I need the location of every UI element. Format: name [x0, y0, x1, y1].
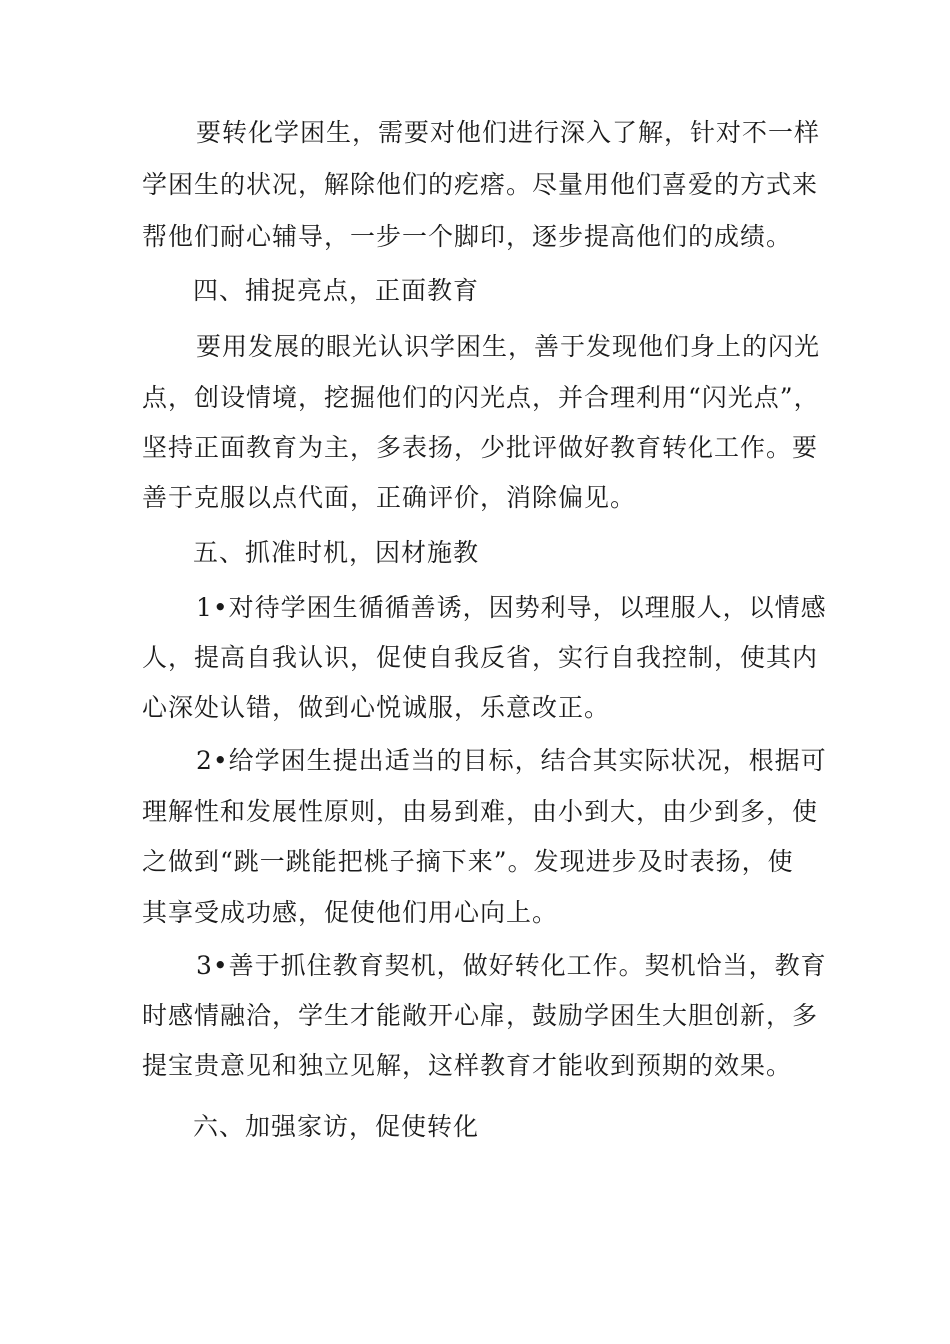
section-heading: 五、抓准时机，因材施教 — [193, 538, 480, 567]
paragraph-line: 2•给学困生提出适当的目标，结合其实际状况，根据可 — [196, 746, 827, 775]
paragraph-line: 坚持正面教育为主，多表扬，少批评做好教育转化工作。要 — [142, 433, 819, 462]
paragraph-line: 之做到“跳一跳能把桃子摘下来”。发现进步及时表扬，使 — [142, 847, 794, 876]
paragraph-line: 心深处认错，做到心悦诚服，乐意改正。 — [142, 693, 611, 722]
paragraph-line: 提宝贵意见和独立见解，这样教育才能收到预期的效果。 — [142, 1051, 793, 1080]
paragraph-line: 其享受成功感，促使他们用心向上。 — [142, 898, 559, 927]
paragraph-line: 3•善于抓住教育契机，做好转化工作。契机恰当，教育 — [196, 951, 827, 980]
paragraph-line: 理解性和发展性原则，由易到难，由小到大，由少到多，使 — [142, 797, 819, 826]
paragraph-line: 要用发展的眼光认识学困生，善于发现他们身上的闪光 — [196, 332, 821, 361]
paragraph-line: 学困生的状况，解除他们的疙瘩。尽量用他们喜爱的方式来 — [142, 170, 819, 199]
paragraph-line: 要转化学困生，需要对他们进行深入了解，针对不一样 — [196, 118, 821, 147]
paragraph-line: 点，创设情境，挖掘他们的闪光点，并合理利用“闪光点”， — [142, 383, 820, 412]
section-heading: 四、捕捉亮点，正面教育 — [193, 276, 480, 305]
paragraph-line: 人，提高自我认识，促使自我反省，实行自我控制，使其内 — [142, 643, 819, 672]
paragraph-line: 帮他们耐心辅导，一步一个脚印，逐步提高他们的成绩。 — [142, 222, 793, 251]
paragraph-line: 1•对待学困生循循善诱，因势利导，以理服人，以情感 — [196, 593, 827, 622]
paragraph-line: 时感情融洽，学生才能敞开心扉，鼓励学困生大胆创新，多 — [142, 1001, 819, 1030]
paragraph-line: 善于克服以点代面，正确评价，消除偏见。 — [142, 483, 637, 512]
section-heading: 六、加强家访，促使转化 — [193, 1112, 480, 1141]
